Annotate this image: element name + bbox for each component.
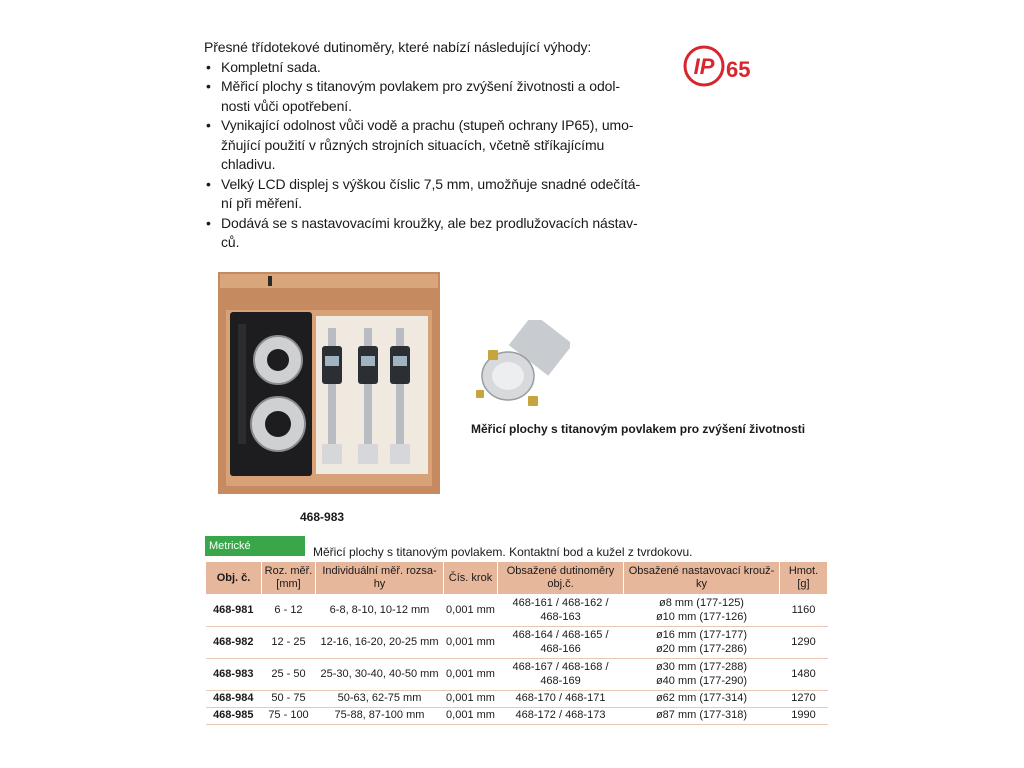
table-row [206, 708, 828, 725]
cell-range: 12 - 25 [262, 627, 316, 659]
cell-rings: ø87 mm (177-318) [624, 708, 780, 725]
cell-step: 0,001 mm [444, 708, 498, 725]
cell-gauges-line: 468-164 / 468-165 / [512, 629, 609, 641]
cell-mass: 1270 [780, 691, 828, 708]
cell-range: 25 - 50 [262, 659, 316, 691]
cell-code: 468-985 [206, 708, 262, 725]
ip-rating-text: 65 [726, 57, 751, 82]
cell-individual-ranges: 25-30, 30-40, 40-50 mm [316, 659, 444, 691]
cell-gauges [498, 627, 624, 659]
advantage-item: • Měřicí plochy s titanovým povlakem pro zvýšení životnosti a odol- nosti vůči opotřebení. [204, 77, 644, 116]
cell-gauges-line: 468-167 / 468-168 / [512, 661, 609, 673]
advantages-list [204, 58, 644, 253]
probe-caption: Měřicí plochy s titanovým povlakem pro zvýšení životnosti [471, 422, 806, 436]
cell-code: 468-981 [206, 595, 262, 627]
metric-tag: Metrické [205, 536, 305, 556]
cell-mass: 1480 [780, 659, 828, 691]
cell-step: 0,001 mm [444, 595, 498, 627]
cell-mass: 1290 [780, 627, 828, 659]
cell-rings [624, 627, 780, 659]
cell-gauges-line: 468-169 [540, 674, 581, 687]
cell-individual-ranges: 50-63, 62-75 mm [316, 691, 444, 708]
cell-rings-line: ø40 mm (177-290) [655, 674, 748, 687]
col-header-gauges: Obsažené dutinoměry obj.č. [498, 562, 624, 595]
col-header-mass: Hmot. [g] [780, 562, 828, 595]
col-header-individual-ranges: Individuální měř. rozsa- hy [316, 562, 444, 595]
cell-step: 0,001 mm [444, 627, 498, 659]
advantage-item: • Vynikající odolnost vůči vodě a prachu (stupeň ochrany IP65), umo- žňující použití v různých strojních situacích, včetně stříkajícímu chladivu. [204, 116, 644, 175]
table-row [206, 691, 828, 708]
bore-gauge-set-case-image [218, 272, 440, 494]
table-note: Měřicí plochy s titanovým povlakem. Kontaktní bod a kužel z tvrdokovu. [313, 545, 693, 559]
cell-individual-ranges: 6-8, 8-10, 10-12 mm [316, 595, 444, 627]
cell-step: 0,001 mm [444, 691, 498, 708]
cell-individual-ranges: 75-88, 87-100 mm [316, 708, 444, 725]
specification-table [205, 561, 828, 725]
cell-gauges: 468-172 / 468-173 [498, 708, 624, 725]
col-header-range: Roz. měř. [mm] [262, 562, 316, 595]
cell-rings-line: ø10 mm (177-126) [655, 610, 748, 623]
intro-lead: Přesné třídotekové dutinoměry, které nabízí následující výhody: [204, 39, 592, 55]
cell-gauges-line: 468-161 / 468-162 / [512, 597, 609, 609]
cell-range: 6 - 12 [262, 595, 316, 627]
cell-rings-line: ø8 mm (177-125) [659, 597, 744, 609]
cell-individual-ranges: 12-16, 16-20, 20-25 mm [316, 627, 444, 659]
probe-head-image [470, 320, 570, 418]
advantage-item: • Kompletní sada. [204, 58, 644, 78]
table-row [206, 595, 828, 627]
advantage-item: • Velký LCD displej s výškou číslic 7,5 mm, umožňuje snadné odečítá- ní při měření. [204, 175, 644, 214]
cell-step: 0,001 mm [444, 659, 498, 691]
table-row [206, 659, 828, 691]
cell-code: 468-982 [206, 627, 262, 659]
col-header-code: Obj. č. [206, 562, 262, 595]
cell-rings-line: ø20 mm (177-286) [655, 642, 748, 655]
col-header-step: Čís. krok [444, 562, 498, 595]
cell-gauges-line: 468-166 [540, 642, 581, 655]
col-header-rings: Obsažené nastavovací krouž- ky [624, 562, 780, 595]
intro-text [204, 38, 644, 253]
cell-rings [624, 659, 780, 691]
cell-range: 50 - 75 [262, 691, 316, 708]
cell-gauges: 468-170 / 468-171 [498, 691, 624, 708]
cell-gauges [498, 659, 624, 691]
cell-mass: 1160 [780, 595, 828, 627]
cell-rings: ø62 mm (177-314) [624, 691, 780, 708]
cell-code: 468-983 [206, 659, 262, 691]
ip65-badge-icon [682, 44, 758, 88]
cell-range: 75 - 100 [262, 708, 316, 725]
cell-code: 468-984 [206, 691, 262, 708]
case-figure-label: 468-983 [300, 510, 345, 524]
cell-rings [624, 595, 780, 627]
cell-gauges [498, 595, 624, 627]
advantage-item: • Dodává se s nastavovacími kroužky, ale bez prodlužovacích nástav- ců. [204, 214, 644, 253]
ip-badge-text: IP [693, 54, 715, 79]
table-header-row [206, 562, 828, 595]
cell-rings-line: ø30 mm (177-288) [655, 661, 748, 673]
table-row [206, 627, 828, 659]
cell-rings-line: ø16 mm (177-177) [655, 629, 748, 641]
cell-gauges-line: 468-163 [540, 610, 581, 623]
cell-mass: 1990 [780, 708, 828, 725]
